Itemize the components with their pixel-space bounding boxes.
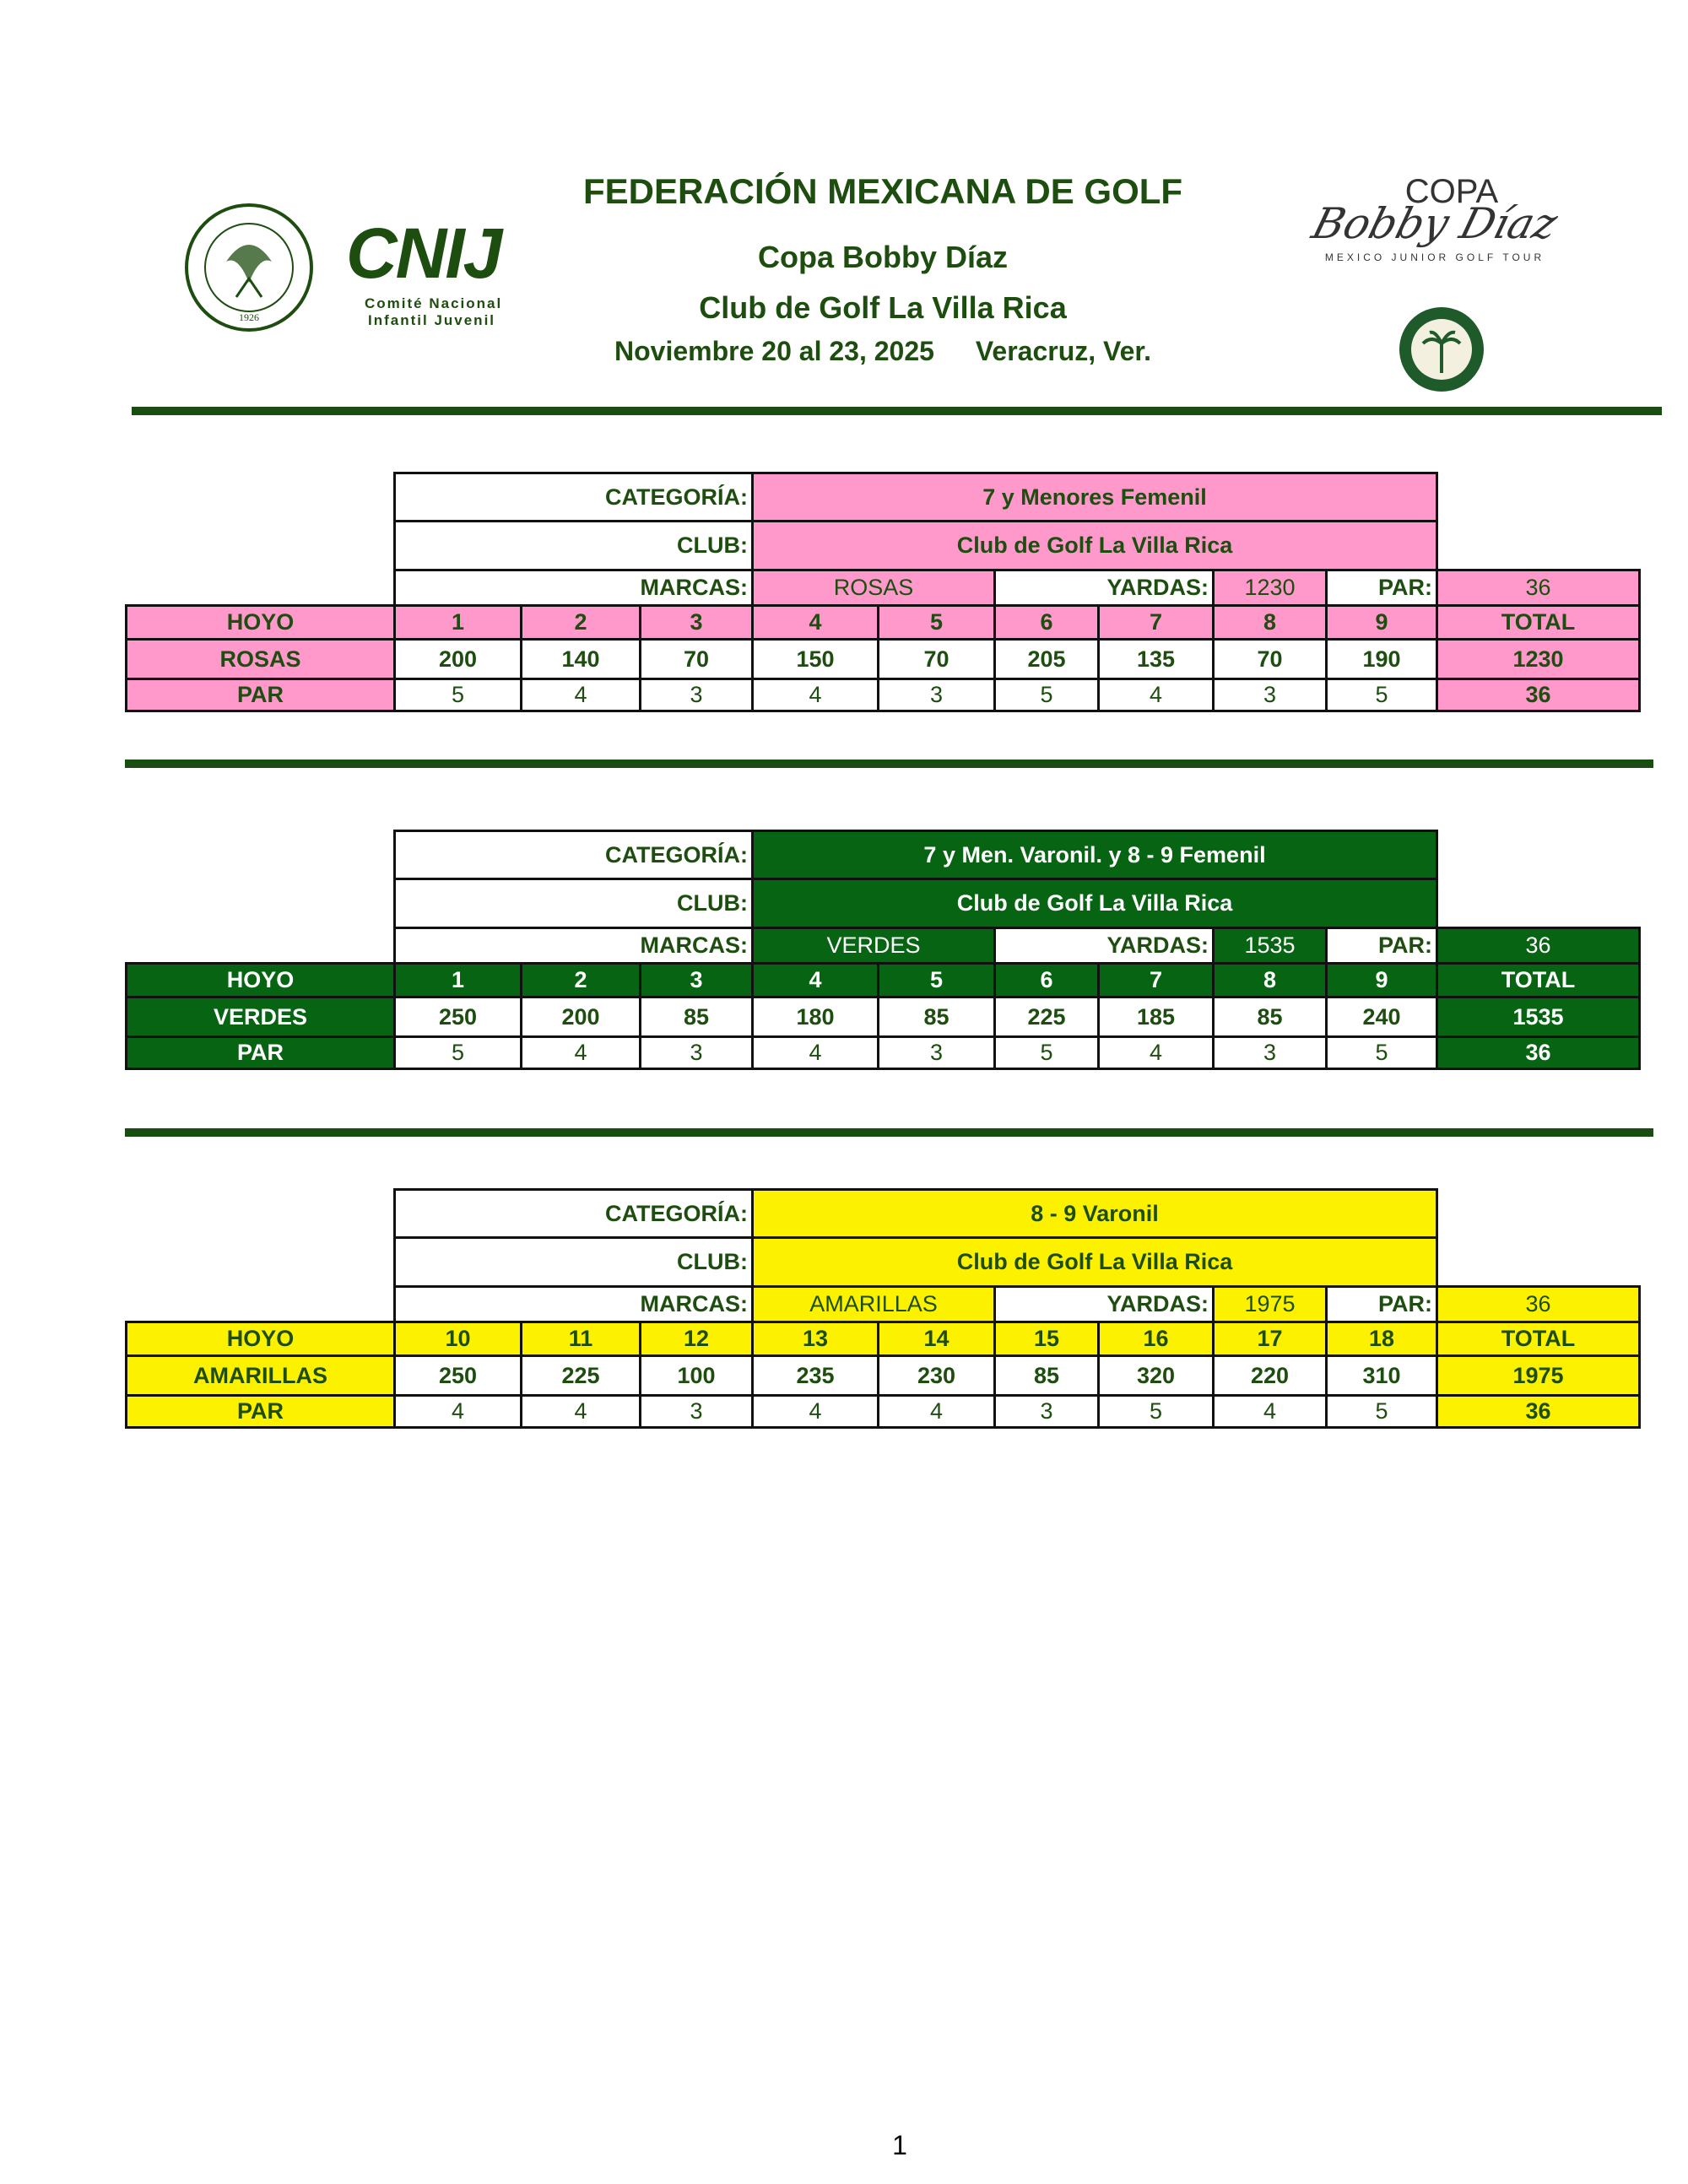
hole-yards: 235 — [753, 1356, 879, 1396]
spacer — [1437, 1238, 1640, 1287]
club-value: Club de Golf La Villa Rica — [753, 522, 1437, 570]
categoria-value: 8 - 9 Varonil — [753, 1190, 1437, 1238]
hole-number: 11 — [522, 1322, 641, 1356]
marcas-label: MARCAS: — [395, 1287, 753, 1322]
hoyo-label: HOYO — [127, 1322, 395, 1356]
hole-number: 6 — [995, 964, 1099, 997]
hole-yards: 70 — [1214, 640, 1327, 679]
cnij-logo-text: CNIJ — [346, 214, 501, 293]
par-total: 36 — [1437, 1396, 1640, 1428]
tee-name: VERDES — [127, 997, 395, 1037]
hole-yards: 320 — [1099, 1356, 1214, 1396]
divider — [125, 1128, 1653, 1137]
hole-yards: 200 — [395, 640, 522, 679]
hole-par: 4 — [522, 1037, 641, 1069]
club-row — [127, 1238, 1640, 1287]
marcas-row — [127, 1287, 1640, 1322]
spacer — [127, 473, 395, 522]
hole-par: 3 — [641, 679, 753, 711]
hole-par: 3 — [641, 1396, 753, 1428]
club-label: CLUB: — [395, 522, 753, 570]
hole-number: 3 — [641, 964, 753, 997]
marcas-label: MARCAS: — [395, 928, 753, 964]
hole-par: 4 — [522, 1396, 641, 1428]
spacer — [1437, 1190, 1640, 1238]
scorecard-table-amarillas — [125, 1188, 1641, 1429]
spacer — [1437, 879, 1640, 928]
spacer — [127, 831, 395, 879]
hole-par: 3 — [879, 1037, 995, 1069]
spacer — [1437, 473, 1640, 522]
yards-row — [127, 1356, 1640, 1396]
club-label: CLUB: — [395, 879, 753, 928]
hole-par: 3 — [641, 1037, 753, 1069]
hole-par: 3 — [1214, 679, 1327, 711]
hole-yards: 85 — [641, 997, 753, 1037]
hole-par: 5 — [995, 679, 1099, 711]
hole-par: 4 — [753, 679, 879, 711]
yardas-label: YARDAS: — [995, 570, 1214, 606]
hole-number: 14 — [879, 1322, 995, 1356]
marcas-label: MARCAS: — [395, 570, 753, 606]
hole-par: 5 — [395, 679, 522, 711]
categoria-value: 7 y Menores Femenil — [753, 473, 1437, 522]
hoyo-row — [127, 1322, 1640, 1356]
hole-par: 5 — [395, 1037, 522, 1069]
divider — [125, 760, 1653, 768]
hole-yards: 85 — [995, 1356, 1099, 1396]
hole-yards: 225 — [522, 1356, 641, 1396]
tee-name: AMARILLAS — [127, 1356, 395, 1396]
par-row — [127, 679, 1640, 711]
hole-par: 4 — [753, 1396, 879, 1428]
hole-yards: 70 — [641, 640, 753, 679]
hole-par: 4 — [753, 1037, 879, 1069]
copa-logo-tagline: MEXICO JUNIOR GOLF TOUR — [1324, 251, 1545, 263]
svg-text:1926: 1926 — [239, 311, 259, 323]
hole-par: 5 — [995, 1037, 1099, 1069]
yardas-value: 1975 — [1214, 1287, 1327, 1322]
hole-number: 3 — [641, 606, 753, 640]
par-total: 36 — [1437, 1037, 1640, 1069]
yardas-label: YARDAS: — [995, 1287, 1214, 1322]
hole-number: 1 — [395, 964, 522, 997]
hole-par: 3 — [995, 1396, 1099, 1428]
event-dates: Noviembre 20 al 23, 2025 — [614, 336, 934, 366]
hole-par: 4 — [522, 679, 641, 711]
hole-yards: 310 — [1327, 1356, 1437, 1396]
club-value: Club de Golf La Villa Rica — [753, 1238, 1437, 1287]
spacer — [127, 522, 395, 570]
cnij-subtitle-2: Infantil Juvenil — [368, 312, 496, 328]
hole-number: 5 — [879, 964, 995, 997]
hole-number: 8 — [1214, 606, 1327, 640]
total-label: TOTAL — [1437, 606, 1640, 640]
yardas-value: 1230 — [1214, 570, 1327, 606]
categoria-label: CATEGORÍA: — [395, 831, 753, 879]
event-name: Copa Bobby Díaz — [757, 240, 1008, 274]
par-label: PAR: — [1327, 570, 1437, 606]
hole-yards: 85 — [1214, 997, 1327, 1037]
divider — [132, 407, 1662, 415]
hole-par: 5 — [1327, 1037, 1437, 1069]
hole-yards: 85 — [879, 997, 995, 1037]
hole-yards: 200 — [522, 997, 641, 1037]
hoyo-label: HOYO — [127, 606, 395, 640]
par-row-label: PAR — [127, 1396, 395, 1428]
par-value: 36 — [1437, 570, 1640, 606]
hole-yards: 190 — [1327, 640, 1437, 679]
spacer — [127, 1238, 395, 1287]
yards-total: 1535 — [1437, 997, 1640, 1037]
hole-number: 2 — [522, 606, 641, 640]
marcas-value: ROSAS — [753, 570, 995, 606]
hole-number: 4 — [753, 606, 879, 640]
hole-par: 4 — [1214, 1396, 1327, 1428]
club-value: Club de Golf La Villa Rica — [753, 879, 1437, 928]
hole-par: 3 — [879, 679, 995, 711]
marcas-value: AMARILLAS — [753, 1287, 995, 1322]
par-label: PAR: — [1327, 1287, 1437, 1322]
hole-number: 5 — [879, 606, 995, 640]
copa-logo-script: Bobby Díaz — [1307, 199, 1563, 248]
event-location: Veracruz, Ver. — [975, 336, 1151, 366]
tee-name: ROSAS — [127, 640, 395, 679]
hole-par: 4 — [1099, 679, 1214, 711]
hole-number: 10 — [395, 1322, 522, 1356]
hole-yards: 250 — [395, 997, 522, 1037]
hole-yards: 135 — [1099, 640, 1214, 679]
hole-par: 4 — [1099, 1037, 1214, 1069]
categoria-row — [127, 1190, 1640, 1238]
categoria-row — [127, 831, 1640, 879]
cnij-subtitle-1: Comité Nacional — [365, 295, 503, 311]
spacer — [127, 1287, 395, 1322]
club-row — [127, 879, 1640, 928]
hole-yards: 240 — [1327, 997, 1437, 1037]
yardas-value: 1535 — [1214, 928, 1327, 964]
hoyo-row — [127, 606, 1640, 640]
club-label: CLUB: — [395, 1238, 753, 1287]
hole-number: 6 — [995, 606, 1099, 640]
date-location — [461, 336, 1305, 367]
hole-number: 4 — [753, 964, 879, 997]
par-value: 36 — [1437, 1287, 1640, 1322]
hole-yards: 250 — [395, 1356, 522, 1396]
hole-number: 18 — [1327, 1322, 1437, 1356]
hole-number: 17 — [1214, 1322, 1327, 1356]
marcas-value: VERDES — [753, 928, 995, 964]
par-row — [127, 1037, 1640, 1069]
spacer — [127, 928, 395, 964]
hole-number: 7 — [1099, 964, 1214, 997]
marcas-row — [127, 928, 1640, 964]
hole-yards: 185 — [1099, 997, 1214, 1037]
par-row — [127, 1396, 1640, 1428]
spacer — [1437, 522, 1640, 570]
hole-number: 1 — [395, 606, 522, 640]
yardas-label: YARDAS: — [995, 928, 1214, 964]
yards-total: 1975 — [1437, 1356, 1640, 1396]
marcas-row — [127, 570, 1640, 606]
par-value: 36 — [1437, 928, 1640, 964]
yards-row — [127, 640, 1640, 679]
categoria-value: 7 y Men. Varonil. y 8 - 9 Femenil — [753, 831, 1437, 879]
par-row-label: PAR — [127, 1037, 395, 1069]
par-row-label: PAR — [127, 679, 395, 711]
hole-number: 13 — [753, 1322, 879, 1356]
hole-number: 8 — [1214, 964, 1327, 997]
yards-row — [127, 997, 1640, 1037]
club-villa-rica-logo — [1398, 305, 1485, 393]
par-total: 36 — [1437, 679, 1640, 711]
hole-yards: 205 — [995, 640, 1099, 679]
categoria-label: CATEGORÍA: — [395, 1190, 753, 1238]
hole-number: 15 — [995, 1322, 1099, 1356]
page-title: FEDERACIÓN MEXICANA DE GOLF — [582, 171, 1183, 211]
hole-number: 12 — [641, 1322, 753, 1356]
spacer — [127, 570, 395, 606]
scorecard-table-rosas — [125, 472, 1641, 712]
hole-par: 5 — [1327, 1396, 1437, 1428]
copa-logo-top: COPA — [1404, 173, 1499, 210]
hole-number: 9 — [1327, 606, 1437, 640]
hole-number: 7 — [1099, 606, 1214, 640]
spacer — [127, 879, 395, 928]
hole-yards: 70 — [879, 640, 995, 679]
spacer — [1437, 831, 1640, 879]
hole-number: 9 — [1327, 964, 1437, 997]
club-row — [127, 522, 1640, 570]
hole-number: 2 — [522, 964, 641, 997]
hole-yards: 230 — [879, 1356, 995, 1396]
categoria-label: CATEGORÍA: — [395, 473, 753, 522]
hoyo-row — [127, 964, 1640, 997]
scorecard-table-verdes — [125, 830, 1641, 1070]
hole-par: 4 — [395, 1396, 522, 1428]
hole-par: 4 — [879, 1396, 995, 1428]
hole-yards: 220 — [1214, 1356, 1327, 1396]
page-number: 1 — [892, 2130, 907, 2160]
hole-number: 16 — [1099, 1322, 1214, 1356]
categoria-row — [127, 473, 1640, 522]
copa-bobby-diaz-logo — [1296, 173, 1574, 295]
hole-par: 5 — [1099, 1396, 1214, 1428]
hole-par: 5 — [1327, 679, 1437, 711]
total-label: TOTAL — [1437, 964, 1640, 997]
total-label: TOTAL — [1437, 1322, 1640, 1356]
spacer — [127, 1190, 395, 1238]
hole-par: 3 — [1214, 1037, 1327, 1069]
hole-yards: 140 — [522, 640, 641, 679]
par-label: PAR: — [1327, 928, 1437, 964]
fmg-seal-logo — [184, 203, 314, 332]
yards-total: 1230 — [1437, 640, 1640, 679]
hole-yards: 180 — [753, 997, 879, 1037]
hole-yards: 225 — [995, 997, 1099, 1037]
hole-yards: 100 — [641, 1356, 753, 1396]
venue-name: Club de Golf La Villa Rica — [699, 290, 1067, 325]
hole-yards: 150 — [753, 640, 879, 679]
hoyo-label: HOYO — [127, 964, 395, 997]
